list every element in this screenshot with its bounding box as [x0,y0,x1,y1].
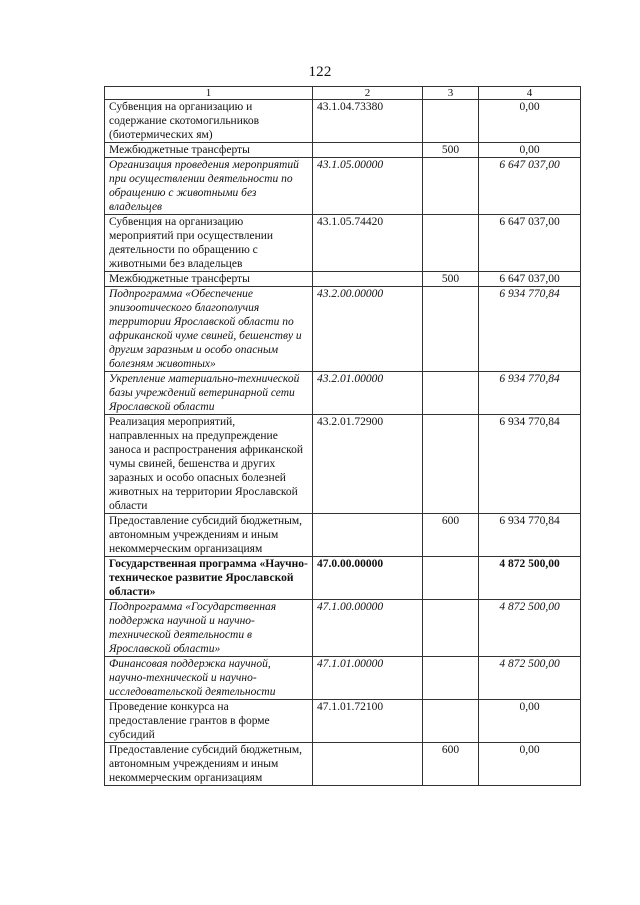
table-row [105,287,581,372]
row-name: Межбюджетные трансферты [105,272,313,287]
col-header-name: 1 [105,87,313,100]
row-name: Финансовая поддержка научной, научно-технической и научно-исследовательской деятельности [105,657,313,700]
header-row [105,87,581,100]
table-row [105,557,581,600]
row-kind [423,158,479,215]
row-code: 47.1.00.00000 [313,600,423,657]
row-sum: 6 934 770,84 [479,372,581,415]
row-sum: 0,00 [479,700,581,743]
col-header-code: 2 [313,87,423,100]
row-sum: 6 647 037,00 [479,158,581,215]
row-sum: 4 872 500,00 [479,657,581,700]
row-sum: 6 647 037,00 [479,272,581,287]
table-row [105,100,581,143]
row-code: 43.1.05.74420 [313,215,423,272]
row-code: 43.1.05.00000 [313,158,423,215]
row-code [313,743,423,786]
row-kind: 600 [423,743,479,786]
row-kind: 500 [423,143,479,158]
row-name: Субвенция на организацию мероприятий при осуществлении деятельности по обращению с животными без владельцев [105,215,313,272]
row-kind: 600 [423,514,479,557]
row-code [313,272,423,287]
table-row [105,215,581,272]
table-row [105,600,581,657]
row-code: 43.2.01.72900 [313,415,423,514]
row-code [313,143,423,158]
row-name: Организация проведения мероприятий при осуществлении деятельности по обращению с животными без владельцев [105,158,313,215]
row-code: 43.2.01.00000 [313,372,423,415]
row-kind [423,100,479,143]
row-code [313,514,423,557]
row-name: Проведение конкурса на предоставление грантов в форме субсидий [105,700,313,743]
page-number: 122 [308,64,332,80]
col-header-kind: 3 [423,87,479,100]
row-name: Предоставление субсидий бюджетным, автономным учреждениям и иным некоммерческим организациям [105,514,313,557]
row-sum: 0,00 [479,100,581,143]
col-header-sum: 4 [479,87,581,100]
row-code: 47.1.01.72100 [313,700,423,743]
table-row [105,158,581,215]
row-kind [423,657,479,700]
row-kind [423,557,479,600]
row-code: 43.1.04.73380 [313,100,423,143]
row-kind [423,600,479,657]
row-code: 43.2.00.00000 [313,287,423,372]
table-row [105,514,581,557]
row-name: Подпрограмма «Обеспечение эпизоотического благополучия территории Ярославской области по африканской чуме свиней, бешенству и другим заразным и особо опасным болезням животных» [105,287,313,372]
table-row [105,272,581,287]
row-name: Межбюджетные трансферты [105,143,313,158]
row-kind [423,215,479,272]
table-row [105,657,581,700]
table-row [105,372,581,415]
row-name: Реализация мероприятий, направленных на предупреждение заноса и распространения африканской чумы свиней, бешенства и других заразных и особо опасных болезней животных на территории Ярославской области [105,415,313,514]
row-name: Государственная программа «Научно-техническое развитие Ярославской области» [105,557,313,600]
row-name: Предоставление субсидий бюджетным, автономным учреждениям и иным некоммерческим организациям [105,743,313,786]
row-kind [423,415,479,514]
row-kind: 500 [423,272,479,287]
row-kind [423,287,479,372]
table-row [105,743,581,786]
table-row [105,143,581,158]
row-sum: 6 934 770,84 [479,514,581,557]
row-kind [423,700,479,743]
row-sum: 0,00 [479,743,581,786]
row-name: Укрепление материально-технической базы учреждений ветеринарной сети Ярославской области [105,372,313,415]
row-sum: 6 934 770,84 [479,415,581,514]
row-sum: 0,00 [479,143,581,158]
row-sum: 4 872 500,00 [479,557,581,600]
row-kind [423,372,479,415]
row-sum: 4 872 500,00 [479,600,581,657]
row-sum: 6 934 770,84 [479,287,581,372]
table-row [105,415,581,514]
row-code: 47.0.00.00000 [313,557,423,600]
table-row [105,700,581,743]
row-code: 47.1.01.00000 [313,657,423,700]
row-name: Подпрограмма «Государственная поддержка научной и научно-технической деятельности в Ярославской области» [105,600,313,657]
budget-table [104,86,581,786]
row-name: Субвенция на организацию и содержание скотомогильников (биотермических ям) [105,100,313,143]
row-sum: 6 647 037,00 [479,215,581,272]
